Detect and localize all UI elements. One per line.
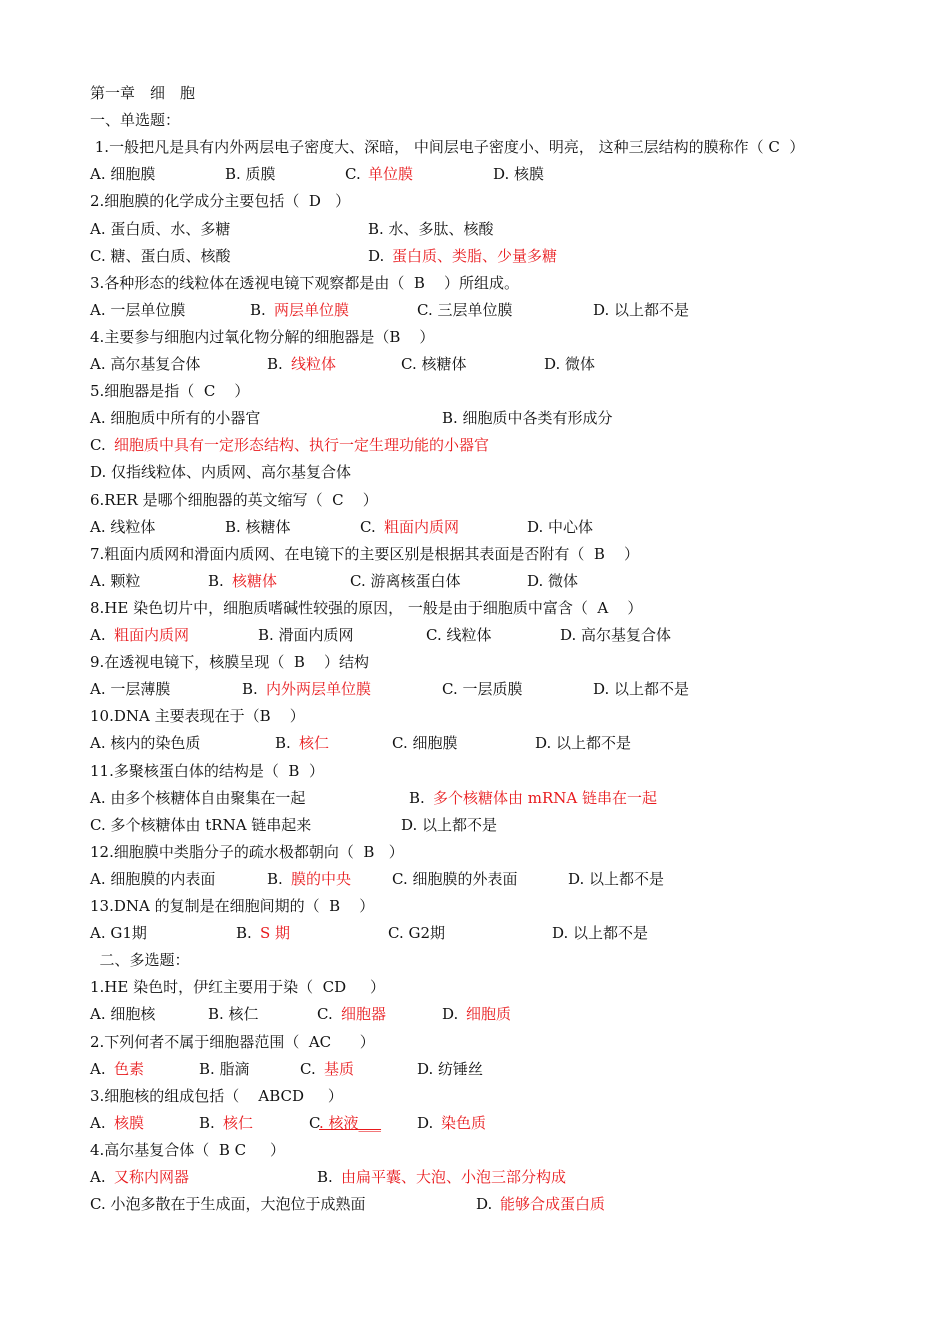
question-text: A. xyxy=(90,626,111,644)
question-text: 5.细胞器是指（ C ） xyxy=(90,382,250,400)
question-text: B. xyxy=(267,355,288,373)
question-text: A. 高尔基复合体 xyxy=(90,355,201,373)
question-text: C. xyxy=(317,1005,338,1023)
question-text: 9.在透视电镜下，核膜呈现（ B ）结构 xyxy=(90,653,369,671)
question-text: A. xyxy=(90,1060,111,1078)
answer-text: 核糖体 xyxy=(232,572,278,590)
question-text: C. xyxy=(300,1060,321,1078)
answer-text: 基质 xyxy=(324,1060,355,1078)
answer-text: 单位膜 xyxy=(368,165,414,183)
question-text: C. xyxy=(345,165,366,183)
answer-text: 膜的中央 xyxy=(291,870,352,888)
question-text: C. 三层单位膜 xyxy=(417,301,513,319)
question-text: 1.一般把凡是具有内外两层电子密度大、深暗， 中间层电子密度小、明亮， 这种三层结构的膜称作（ C ） xyxy=(90,138,805,156)
question-text: D. 以上都不是 xyxy=(593,301,690,319)
answer-text: 蛋白质、类脂、少量多糖 xyxy=(392,247,558,265)
question-text: A. 核内的染色质 xyxy=(90,734,201,752)
question-text: A. xyxy=(90,1114,111,1132)
question-text: B. xyxy=(199,1114,220,1132)
question-text: B. xyxy=(208,572,229,590)
question-text: B. 滑面内质网 xyxy=(258,626,354,644)
question-text: A. xyxy=(90,1168,111,1186)
question-text: 4.主要参与细胞内过氧化物分解的细胞器是（B ） xyxy=(90,328,435,346)
question-text: A. 由多个核糖体自由聚集在一起 xyxy=(90,789,306,807)
question-text: C. 一层质膜 xyxy=(442,680,523,698)
question-text: D. 以上都不是 xyxy=(568,870,665,888)
question-text: A. 细胞膜 xyxy=(90,165,156,183)
question-text: B. xyxy=(242,680,263,698)
answer-text: 细胞质中具有一定形态结构、执行一定生理功能的小器官 xyxy=(114,436,490,454)
question-text: 13.DNA 的复制是在细胞间期的（ B ） xyxy=(90,897,375,915)
question-text: D. xyxy=(476,1195,498,1213)
answer-text: 核仁 xyxy=(223,1114,254,1132)
question-text: C. xyxy=(360,518,381,536)
answer-text: . 核液___ xyxy=(319,1114,382,1132)
question-text: A. 颗粒 xyxy=(90,572,141,590)
question-text: A. 细胞核 xyxy=(90,1005,156,1023)
question-text: D. 以上都不是 xyxy=(535,734,632,752)
question-text: C. 核糖体 xyxy=(401,355,467,373)
question-text: A. 一层薄膜 xyxy=(90,680,171,698)
question-text: D. xyxy=(442,1005,464,1023)
question-text: C. 糖、蛋白质、核酸 xyxy=(90,247,231,265)
answer-text: 内外两层单位膜 xyxy=(266,680,372,698)
answer-text: 染色质 xyxy=(441,1114,487,1132)
question-text: D. xyxy=(368,247,390,265)
answer-text: 细胞器 xyxy=(341,1005,387,1023)
question-text: 10.DNA 主要表现在于（B ） xyxy=(90,707,305,725)
question-text: 8.HE 染色切片中，细胞质嗜碱性较强的原因， 一般是由于细胞质中富含（ A ） xyxy=(90,599,643,617)
answer-text: 线粒体 xyxy=(291,355,337,373)
question-text: 第一章 细 胞 xyxy=(90,84,196,102)
question-text: 4.高尔基复合体（ B C ） xyxy=(90,1141,285,1159)
question-text: B. 细胞质中各类有形成分 xyxy=(442,409,613,427)
question-text: B. 核仁 xyxy=(208,1005,259,1023)
question-text: A. 线粒体 xyxy=(90,518,156,536)
question-text: D. 纺锤丝 xyxy=(417,1060,484,1078)
question-text: C. 线粒体 xyxy=(426,626,492,644)
answer-text: 核仁 xyxy=(299,734,330,752)
question-text: C. 细胞膜 xyxy=(392,734,458,752)
question-text: B. xyxy=(409,789,430,807)
question-text: C. G2期 xyxy=(388,924,446,942)
question-text: B. xyxy=(236,924,257,942)
question-text: 二、多选题： xyxy=(90,951,190,969)
question-text: B. 核糖体 xyxy=(225,518,291,536)
question-text: 7.粗面内质网和滑面内质网、在电镜下的主要区别是根据其表面是否附有（ B ） xyxy=(90,545,639,563)
question-text: C. 游离核蛋白体 xyxy=(350,572,461,590)
question-text: A. 蛋白质、水、多糖 xyxy=(90,220,231,238)
question-text: B. xyxy=(250,301,271,319)
question-text: 3.各种形态的线粒体在透视电镜下观察都是由（ B ）所组成。 xyxy=(90,274,519,292)
question-text: B. xyxy=(267,870,288,888)
question-text: 11.多聚核蛋白体的结构是（ B ） xyxy=(90,762,324,780)
question-text: 2.细胞膜的化学成分主要包括（ D ） xyxy=(90,192,351,210)
answer-text: 由扁平囊、大泡、小泡三部分构成 xyxy=(341,1168,567,1186)
answer-text: 两层单位膜 xyxy=(274,301,350,319)
question-text: B. 水、多肽、核酸 xyxy=(368,220,494,238)
question-text: 12.细胞膜中类脂分子的疏水极都朝向（ B ） xyxy=(90,843,404,861)
question-text: A. 细胞质中所有的小器官 xyxy=(90,409,261,427)
question-text: D. 高尔基复合体 xyxy=(560,626,672,644)
answer-text: 能够合成蛋白质 xyxy=(500,1195,606,1213)
answer-text: 核膜 xyxy=(114,1114,145,1132)
question-text: 3.细胞核的组成包括（ ABCD ） xyxy=(90,1087,343,1105)
question-text: B. 质膜 xyxy=(225,165,276,183)
question-text: C. xyxy=(90,436,111,454)
question-text: B. xyxy=(275,734,296,752)
answer-text: 细胞质 xyxy=(466,1005,512,1023)
answer-text: 粗面内质网 xyxy=(384,518,460,536)
question-text: D. 以上都不是 xyxy=(401,816,498,834)
question-text: A. 一层单位膜 xyxy=(90,301,186,319)
question-text: 1.HE 染色时，伊红主要用于染（ CD ） xyxy=(90,978,385,996)
question-text: B. xyxy=(317,1168,338,1186)
answer-text: 色素 xyxy=(114,1060,145,1078)
question-text: D. 微体 xyxy=(544,355,596,373)
question-text: C. 小泡多散在于生成面，大泡位于成熟面 xyxy=(90,1195,366,1213)
question-text: D. 以上都不是 xyxy=(593,680,690,698)
question-text: D. 微体 xyxy=(527,572,579,590)
question-text: A. 细胞膜的内表面 xyxy=(90,870,216,888)
question-text: 一、单选题： xyxy=(90,111,181,129)
question-text: C. 细胞膜的外表面 xyxy=(392,870,518,888)
answer-text: 多个核糖体由 mRNA 链串在一起 xyxy=(433,789,658,807)
question-text: B. 脂滴 xyxy=(199,1060,250,1078)
question-text: 6.RER 是哪个细胞器的英文缩写（ C ） xyxy=(90,491,378,509)
question-text: D. xyxy=(417,1114,439,1132)
question-text: D. 仅指线粒体、内质网、高尔基复合体 xyxy=(90,463,352,481)
answer-text: 粗面内质网 xyxy=(114,626,190,644)
question-text: A. G1期 xyxy=(90,924,147,942)
question-text: 2.下列何者不属于细胞器范围（ AC ） xyxy=(90,1033,375,1051)
answer-text: 又称内网器 xyxy=(114,1168,190,1186)
question-text: D. 核膜 xyxy=(493,165,545,183)
question-text: D. 以上都不是 xyxy=(552,924,649,942)
question-text: D. 中心体 xyxy=(527,518,594,536)
question-text: C xyxy=(309,1114,321,1132)
answer-text: S 期 xyxy=(260,924,291,942)
question-text: C. 多个核糖体由 tRNA 链串起来 xyxy=(90,816,312,834)
